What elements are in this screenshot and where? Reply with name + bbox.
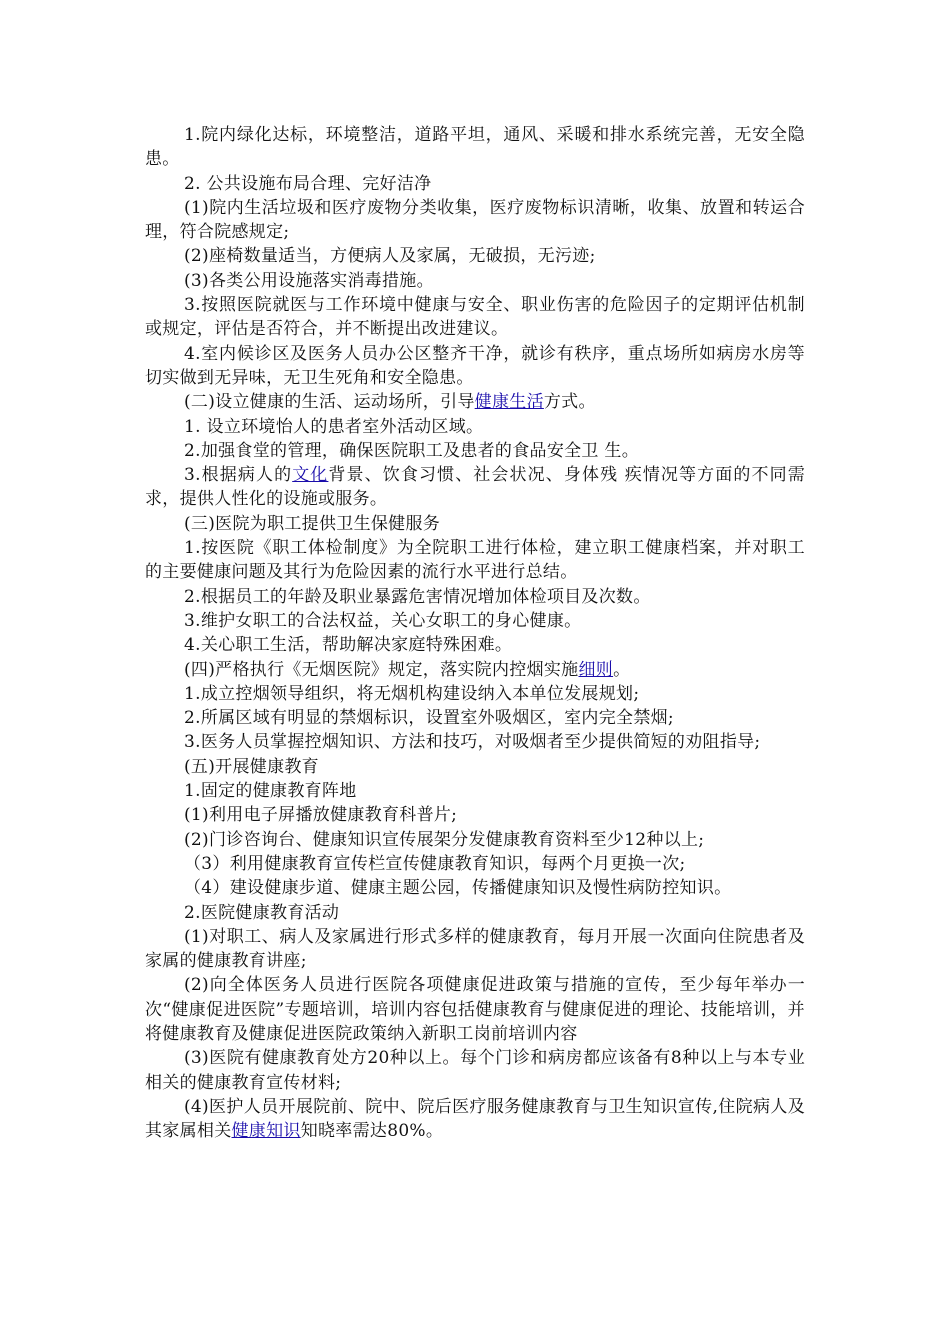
paragraph: 2.所属区域有明显的禁烟标识，设置室外吸烟区，室内完全禁烟; — [184, 708, 674, 729]
paragraph: 3.医务人员掌握控烟知识、方法和技巧，对吸烟者至少提供简短的劝阻指导; — [184, 732, 761, 753]
paragraph: (1)院内生活垃圾和医疗废物分类收集，医疗废物标识清晰，收集、放置和转运合理，符合院感规定; — [145, 197, 805, 243]
paragraph: 3.按照医院就医与工作环境中健康与安全、职业伤害的危险因子的定期评估机制或规定，评估是否符合，并不断提出改进建议。 — [145, 295, 805, 340]
paragraph-text: 背景、饮食习惯、社会状况、身体残 疾情况等方面的不同需求，提供人性化的设施或服务。 — [145, 465, 805, 510]
paragraph: 2.根据员工的年龄及职业暴露危害情况增加体检项目及次数。 — [184, 586, 651, 607]
document-body — [145, 123, 805, 1143]
link-healthy-life[interactable]: 健康生活 — [474, 392, 544, 413]
paragraph: (五)开展健康教育 — [184, 756, 319, 777]
paragraph: （3）利用健康教育宣传栏宣传健康教育知识，每两个月更换一次; — [184, 853, 686, 874]
paragraph: 3.维护女职工的合法权益，关心女职工的身心健康。 — [184, 610, 582, 631]
paragraph: 1.成立控烟领导组织，将无烟机构建设纳入本单位发展规划; — [184, 683, 640, 704]
link-regulations[interactable]: 细则 — [578, 659, 614, 680]
paragraph: 1.院内绿化达标，环境整洁，道路平坦，通风、采暖和排水系统完善，无安全隐患。 — [145, 125, 805, 170]
paragraph-text: 3.根据病人的 — [184, 465, 293, 486]
paragraph: 1. 设立环境怡人的患者室外活动区域。 — [184, 416, 484, 437]
paragraph-text: 方式。 — [543, 392, 596, 413]
paragraph: 4.室内候诊区及医务人员办公区整齐干净，就诊有秩序，重点场所如病房水房等切实做到无异味，无卫生死角和安全隐患。 — [145, 343, 805, 388]
paragraph: 1.固定的健康教育阵地 — [184, 781, 357, 802]
paragraph-with-link — [145, 390, 805, 414]
paragraph: 1.按医院《职工体检制度》为全院职工进行体检，建立职工健康档案，并对职工的主要健康问题及其行为危险因素的流行水平进行总结。 — [145, 538, 805, 583]
link-culture[interactable]: 文化 — [292, 465, 329, 486]
paragraph: （4）建设健康步道、健康主题公园，传播健康知识及慢性病防控知识。 — [184, 878, 732, 899]
paragraph-with-link — [145, 1095, 805, 1144]
paragraph: (1)对职工、病人及家属进行形式多样的健康教育，每月开展一次面向住院患者及家属的健康教育讲座; — [145, 926, 805, 972]
paragraph-text: (4)医护人员开展院前、院中、院后医疗服务健康教育与卫生知识宣传,住院病人及其家属相关 — [145, 1096, 805, 1142]
paragraph-with-link — [145, 658, 805, 682]
paragraph: (3)各类公用设施落实消毒措施。 — [184, 270, 434, 291]
paragraph: (2)向全体医务人员进行医院各项健康促进政策与措施的宣传，至少每年举办一次“健康促进医院”专题培训，培训内容包括健康教育与健康促进的理论、技能培训，并将健康教育及健康促进医院政策纳入新职工岗前培训内容 — [145, 975, 805, 1044]
paragraph: (2)座椅数量适当，方便病人及家属，无破损，无污迹; — [184, 246, 596, 267]
paragraph-text: (二)设立健康的生活、运动场所，引导 — [184, 392, 475, 413]
paragraph: 2.医院健康教育活动 — [184, 902, 340, 923]
paragraph-text: 知晓率需达80%。 — [300, 1121, 444, 1142]
paragraph: 2. 公共设施布局合理、完好洁净 — [184, 173, 432, 194]
paragraph: (1)利用电子屏播放健康教育科普片; — [184, 805, 458, 826]
paragraph: (三)医院为职工提供卫生保健服务 — [184, 513, 441, 534]
paragraph: (2)门诊咨询台、健康知识宣传展架分发健康教育资料至少12种以上; — [184, 829, 705, 850]
paragraph: 2.加强食堂的管理，确保医院职工及患者的食品安全卫 生。 — [184, 440, 640, 461]
paragraph-text: (四)严格执行《无烟医院》规定，落实院内控烟实施 — [184, 659, 579, 680]
paragraph: (3)医院有健康教育处方20种以上。每个门诊和病房都应该备有8种以上与本专业相关的健康教育宣传材料; — [145, 1048, 805, 1093]
paragraph: 4.关心职工生活，帮助解决家庭特殊困难。 — [184, 635, 513, 656]
link-health-knowledge[interactable]: 健康知识 — [231, 1121, 301, 1142]
paragraph-with-link — [145, 463, 805, 512]
paragraph-text: 。 — [613, 659, 631, 680]
